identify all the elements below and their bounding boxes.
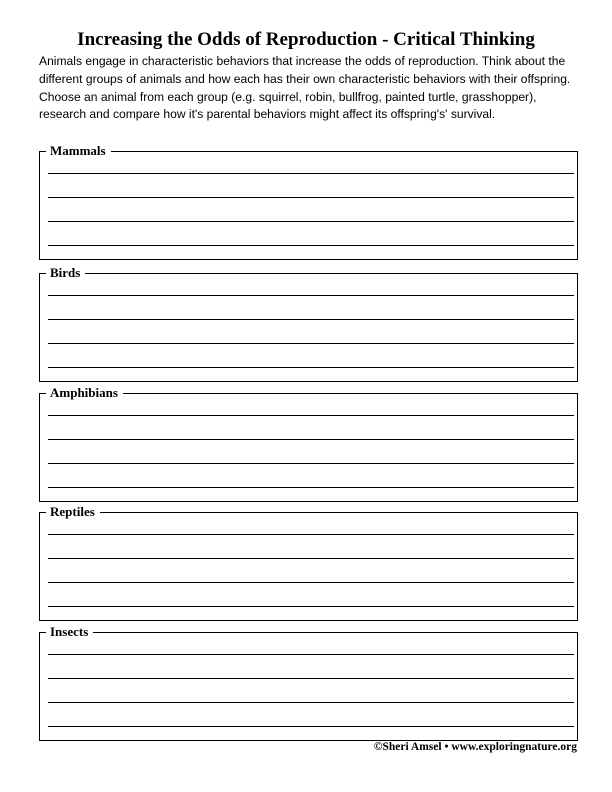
answer-line[interactable]: [48, 582, 574, 583]
answer-line[interactable]: [48, 197, 574, 198]
answer-line[interactable]: [48, 343, 574, 344]
answer-box-reptiles: [39, 504, 578, 621]
answer-box-insects: [39, 624, 578, 741]
answer-line[interactable]: [48, 439, 574, 440]
copyright-footer: ©Sheri Amsel • www.exploringnature.org: [373, 741, 577, 753]
answer-line[interactable]: [48, 654, 574, 655]
answer-box-birds: [39, 265, 578, 382]
answer-line[interactable]: [48, 463, 574, 464]
answer-box-amphibians: [39, 385, 578, 502]
section-label-reptiles: Reptiles: [46, 503, 100, 520]
answer-box-mammals: [39, 143, 578, 260]
section-label-insects: Insects: [46, 623, 93, 640]
answer-line[interactable]: [48, 558, 574, 559]
answer-line[interactable]: [48, 367, 574, 368]
answer-line[interactable]: [48, 173, 574, 174]
answer-line[interactable]: [48, 487, 574, 488]
answer-line[interactable]: [48, 702, 574, 703]
answer-line[interactable]: [48, 295, 574, 296]
section-label-mammals: Mammals: [46, 142, 111, 159]
answer-line[interactable]: [48, 221, 574, 222]
answer-line[interactable]: [48, 319, 574, 320]
answer-line[interactable]: [48, 606, 574, 607]
answer-line[interactable]: [48, 415, 574, 416]
section-label-amphibians: Amphibians: [46, 384, 123, 401]
page-title: Increasing the Odds of Reproduction - Critical Thinking: [77, 29, 535, 50]
answer-line[interactable]: [48, 726, 574, 727]
section-label-birds: Birds: [46, 264, 85, 281]
instructions-paragraph: Animals engage in characteristic behaviors that increase the odds of reproduction. Think about the different groups of animals and how each has their own characteristic behaviors with their offspring. Choose an animal from each group (e.g. squirrel, robin, bullfrog, painted turtle, grasshopper), research and compare how it's parental behaviors might affect its offspring's' survival.: [39, 54, 571, 122]
answer-line[interactable]: [48, 678, 574, 679]
answer-line[interactable]: [48, 245, 574, 246]
answer-line[interactable]: [48, 534, 574, 535]
